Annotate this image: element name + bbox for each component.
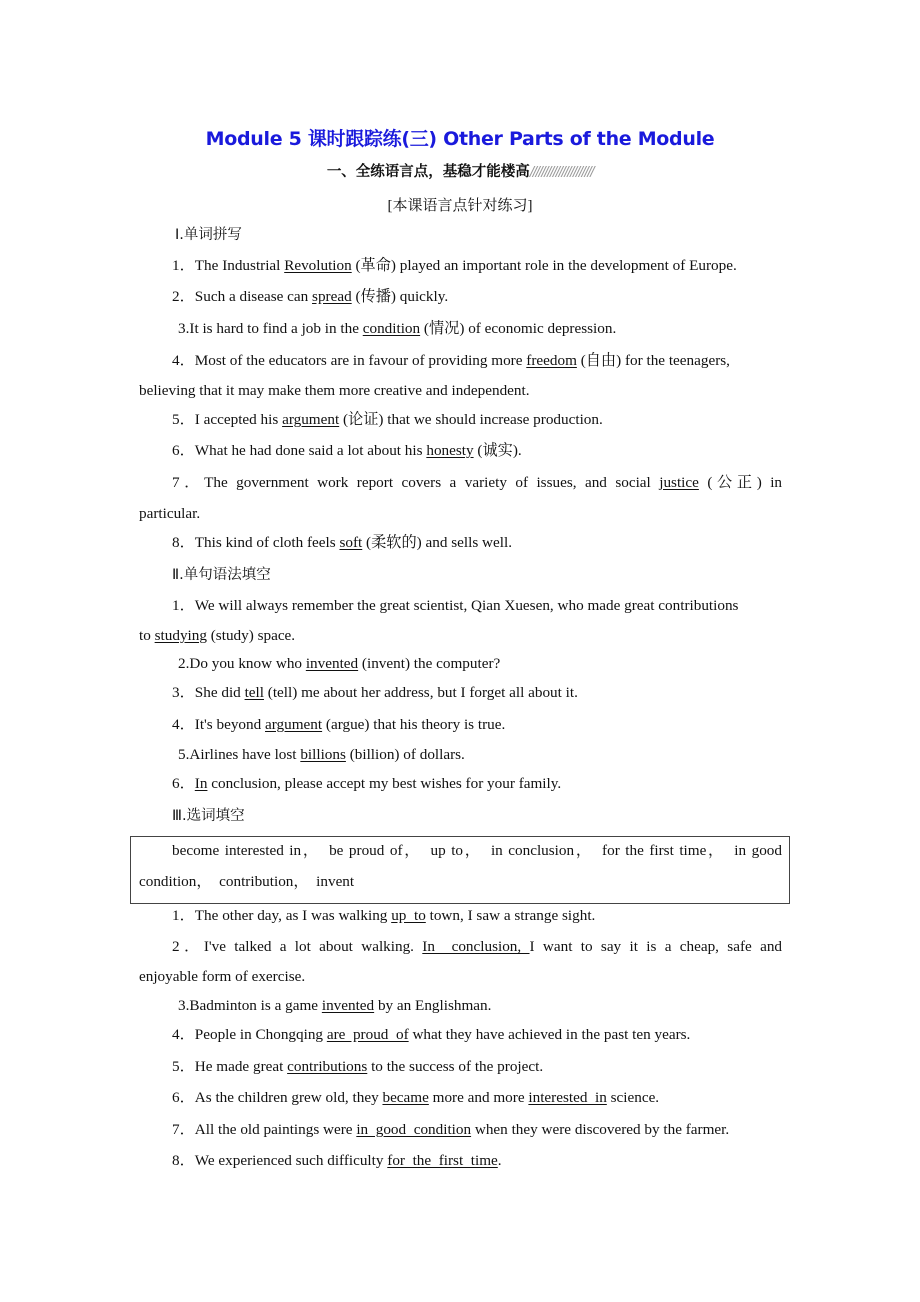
list-item-continuation: particular. [139,505,201,522]
list-item: 6．As the children grew old, they became more and more interested in science. [172,1089,660,1106]
list-item: 1．The Industrial Revolution (革命) played an important role in the development of Europe. [172,257,737,274]
section-heading: Ⅲ.选词填空 [172,808,245,824]
list-item: 2．Such a disease can spread (传播) quickly. [172,288,449,305]
list-item: 5.Airlines have lost billions (billion) of dollars. [178,746,465,763]
list-item: 2.Do you know who invented (invent) the computer? [178,655,501,672]
subtitle-text: 一、全练语言点，基稳才能楼高 [326,164,530,180]
answer: up to [391,907,426,924]
word-bank-line: become interested in， be proud of， up to， in conclusion， for the first time， in good [172,842,782,859]
answer: became [382,1089,429,1106]
list-item: 3．She did tell (tell) me about her address, but I forget all about it. [172,684,578,701]
list-item-continuation: enjoyable form of exercise. [139,968,306,985]
list-item: 6．In conclusion, please accept my best wishes for your family. [172,775,562,792]
list-item: 8．This kind of cloth feels soft (柔软的) and sells well. [172,534,512,551]
practice-note: [本课语言点针对练习] [387,198,533,214]
list-item: 5．I accepted his argument (论证) that we should increase production. [172,411,603,428]
answer: invented [321,997,375,1014]
answer: freedom [526,352,577,369]
answer: soft [339,534,363,551]
list-item-continuation: believing that it may make them more creative and independent. [139,382,530,399]
answer: tell [244,684,264,701]
answer: in good condition [356,1121,472,1138]
list-item: 2．I've talked a lot about walking. In conclusion, I want to say it is a cheap, safe and [172,938,783,955]
list-item: 4．It's beyond argument (argue) that his theory is true. [172,716,506,733]
answer: invented [305,655,359,672]
list-item: 7．All the old paintings were in good condition when they were discovered by the farmer. [172,1121,730,1138]
answer: billions [300,746,346,763]
list-item: 5．He made great contributions to the success of the project. [172,1058,544,1075]
answer: studying [154,627,207,644]
answer: honesty [426,442,474,459]
list-item: 1．The other day, as I was walking up to town, I saw a strange sight. [172,907,596,924]
hatch-decoration: ////////////////////// [529,165,594,180]
section-heading: Ⅱ.单句语法填空 [172,567,271,583]
list-item: 6．What he had done said a lot about his honesty (诚实). [172,442,522,459]
list-item: 4．People in Chongqing are proud of what they have achieved in the past ten years. [172,1026,691,1043]
word-bank-line: condition， contribution， invent [139,873,355,890]
answer: In [194,775,208,792]
section-subtitle [0,160,920,181]
list-item: 8．We experienced such difficulty for the first time. [172,1152,502,1169]
answer: contributions [287,1058,368,1075]
page-title: Module 5 课时跟踪练(三) Other Parts of the Module [205,128,715,150]
answer: are proud of [326,1026,409,1043]
answer: In conclusion, [422,938,530,955]
answer: for the first time [387,1152,498,1169]
answer: interested in [528,1089,607,1106]
answer: argument [265,716,323,733]
answer: Revolution [284,257,352,274]
list-item: 7．The government work report covers a variety of issues, and social justice (公正) in [172,474,783,491]
list-item: 4．Most of the educators are in favour of providing more freedom (自由) for the teenagers, [172,352,730,369]
list-item: 3.Badminton is a game invented by an Englishman. [178,997,492,1014]
answer: spread [312,288,352,305]
list-item-continuation: to studying (study) space. [139,627,296,644]
answer: condition [362,320,421,337]
answer: argument [282,411,340,428]
answer: justice [659,474,699,491]
list-item: 1．We will always remember the great scientist, Qian Xuesen, who made great contributions [172,597,739,614]
section-heading: Ⅰ.单词拼写 [175,227,242,243]
list-item: 3.It is hard to find a job in the condition (情况) of economic depression. [178,320,617,337]
